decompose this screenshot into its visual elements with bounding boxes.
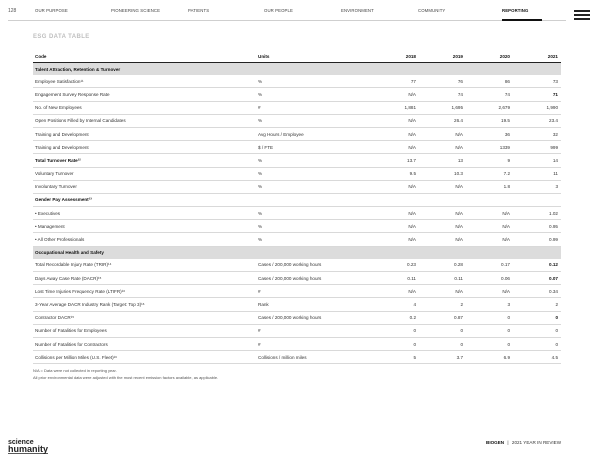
value-cell: 2 bbox=[419, 298, 466, 311]
science-humanity-logo bbox=[8, 436, 68, 456]
table-row bbox=[33, 311, 561, 324]
row-label: Training and Development bbox=[33, 127, 256, 140]
value-cell: 9.5 bbox=[371, 167, 419, 180]
row-unit: % bbox=[256, 233, 371, 246]
logo-text-humanity: humanity bbox=[8, 444, 49, 454]
nav-pioneering-science[interactable]: PIONEERING SCIENCE bbox=[111, 8, 161, 13]
row-label: Training and Development bbox=[33, 141, 256, 154]
value-cell: 13 bbox=[419, 154, 466, 167]
value-cell: N/A bbox=[371, 141, 419, 154]
header-2020: 2020 bbox=[466, 50, 513, 63]
section-label: Talent Attraction, Retention & Turnover bbox=[33, 63, 561, 76]
esg-data-table bbox=[33, 50, 561, 364]
table-row bbox=[33, 259, 561, 272]
row-unit: # bbox=[256, 101, 371, 114]
table-row bbox=[33, 233, 561, 246]
table-row bbox=[33, 298, 561, 311]
value-cell: N/A bbox=[419, 285, 466, 298]
row-label: Open Positions Filled by Internal Candidates bbox=[33, 114, 256, 127]
value-cell: N/A bbox=[466, 207, 513, 220]
table-row bbox=[33, 324, 561, 337]
value-cell: 11 bbox=[513, 167, 561, 180]
row-label: • Executives bbox=[33, 207, 256, 220]
value-cell: N/A bbox=[371, 180, 419, 193]
table-row bbox=[33, 220, 561, 233]
row-label: Total Recordable Injury Rate (TRIR)¹⁴ bbox=[33, 259, 256, 272]
value-cell: 0 bbox=[513, 337, 561, 350]
value-cell: 32 bbox=[513, 127, 561, 140]
row-unit: Collisions / million miles bbox=[256, 351, 371, 364]
value-cell: 0.06 bbox=[466, 272, 513, 285]
table-row bbox=[33, 285, 561, 298]
table-row bbox=[33, 272, 561, 285]
value-cell: 2 bbox=[513, 298, 561, 311]
value-cell: 73 bbox=[513, 75, 561, 88]
value-cell: 1,881 bbox=[371, 101, 419, 114]
value-cell: 1.8 bbox=[466, 180, 513, 193]
value-cell: 76 bbox=[419, 75, 466, 88]
nav-patients[interactable]: PATIENTS bbox=[188, 8, 210, 13]
row-label: Total Turnover Rate¹² bbox=[33, 154, 256, 167]
row-label: Involuntary Turnover bbox=[33, 180, 256, 193]
nav-reporting[interactable]: REPORTING bbox=[502, 8, 529, 13]
row-unit: # bbox=[256, 285, 371, 298]
row-unit: Cases / 200,000 working hours bbox=[256, 259, 371, 272]
value-cell: 9 bbox=[466, 154, 513, 167]
table-row bbox=[33, 351, 561, 364]
value-cell: 0 bbox=[419, 324, 466, 337]
value-cell: 4.5 bbox=[513, 351, 561, 364]
value-cell: N/A bbox=[371, 233, 419, 246]
table-row bbox=[33, 337, 561, 350]
value-cell: 4 bbox=[371, 298, 419, 311]
value-cell: N/A bbox=[466, 220, 513, 233]
row-label: 3-Year Average DACR Industry Rank (Target: Top 3)¹⁶ bbox=[33, 298, 256, 311]
value-cell: 23.4 bbox=[513, 114, 561, 127]
value-cell: 0 bbox=[371, 337, 419, 350]
value-cell: N/A bbox=[419, 141, 466, 154]
value-cell: 36 bbox=[466, 127, 513, 140]
row-unit: Cases / 200,000 working hours bbox=[256, 311, 371, 324]
row-unit: % bbox=[256, 207, 371, 220]
footnotes bbox=[33, 368, 218, 381]
value-cell: 0 bbox=[371, 324, 419, 337]
row-unit: Rank bbox=[256, 298, 371, 311]
value-cell: 13.7 bbox=[371, 154, 419, 167]
row-label: Employee Satisfaction¹¹ bbox=[33, 75, 256, 88]
row-label: Days Away Case Rate (DACR)¹⁵ bbox=[33, 272, 256, 285]
row-unit: Cases / 200,000 working hours bbox=[256, 272, 371, 285]
value-cell: 0.12 bbox=[513, 259, 561, 272]
value-cell: 0.11 bbox=[419, 272, 466, 285]
value-cell: 0.23 bbox=[371, 259, 419, 272]
value-cell: 0.11 bbox=[371, 272, 419, 285]
table-row bbox=[33, 127, 561, 140]
logo-text-science: science bbox=[8, 439, 34, 446]
nav-active-indicator bbox=[502, 19, 542, 21]
row-unit: % bbox=[256, 88, 371, 101]
value-cell: 1.02 bbox=[513, 207, 561, 220]
value-cell: 3 bbox=[513, 180, 561, 193]
row-unit: % bbox=[256, 154, 371, 167]
value-cell: 3 bbox=[466, 298, 513, 311]
table-row bbox=[33, 114, 561, 127]
row-unit: $ / FTE bbox=[256, 141, 371, 154]
value-cell: N/A bbox=[371, 285, 419, 298]
header-2019: 2019 bbox=[419, 50, 466, 63]
value-cell: 3.7 bbox=[419, 351, 466, 364]
table-row bbox=[33, 75, 561, 88]
value-cell: 2,679 bbox=[466, 101, 513, 114]
value-cell: 0.34 bbox=[513, 285, 561, 298]
row-unit: % bbox=[256, 220, 371, 233]
table-subhead-row bbox=[33, 193, 561, 206]
value-cell: N/A bbox=[419, 127, 466, 140]
value-cell: 71 bbox=[513, 88, 561, 101]
table-row bbox=[33, 154, 561, 167]
row-unit: % bbox=[256, 167, 371, 180]
table-row bbox=[33, 207, 561, 220]
value-cell: N/A bbox=[419, 207, 466, 220]
header-units: Units bbox=[256, 50, 371, 63]
row-label: Voluntary Turnover bbox=[33, 167, 256, 180]
value-cell: 19.5 bbox=[466, 114, 513, 127]
row-label: No. of New Employees bbox=[33, 101, 256, 114]
value-cell: 0 bbox=[513, 311, 561, 324]
footnote: N/A = Data were not collected in reporting year. bbox=[33, 368, 117, 373]
header-code: Code bbox=[33, 50, 256, 63]
value-cell: 0.28 bbox=[419, 259, 466, 272]
row-label: Lost Time Injuries Frequency Rate (LTIFR)¹⁶ bbox=[33, 285, 256, 298]
row-label: Engagement Survey Response Rate bbox=[33, 88, 256, 101]
value-cell: 74 bbox=[466, 88, 513, 101]
table-section-row bbox=[33, 63, 561, 76]
table-row bbox=[33, 101, 561, 114]
section-label: Occupational Health and Safety bbox=[33, 246, 561, 259]
header-2018: 2018 bbox=[371, 50, 419, 63]
nav-our-purpose[interactable]: OUR PURPOSE bbox=[35, 8, 68, 13]
row-label: • Management bbox=[33, 220, 256, 233]
value-cell: N/A bbox=[371, 220, 419, 233]
value-cell: N/A bbox=[371, 207, 419, 220]
value-cell: 999 bbox=[513, 141, 561, 154]
nav-divider bbox=[8, 20, 566, 21]
value-cell: 0 bbox=[466, 311, 513, 324]
table-header-row bbox=[33, 50, 561, 63]
row-label: • All Other Professionals bbox=[33, 233, 256, 246]
value-cell: 1,695 bbox=[419, 101, 466, 114]
nav-environment[interactable]: ENVIRONMENT bbox=[341, 8, 374, 13]
value-cell: 0.17 bbox=[466, 259, 513, 272]
value-cell: 26.4 bbox=[419, 114, 466, 127]
value-cell: 0.87 bbox=[419, 311, 466, 324]
row-unit: # bbox=[256, 337, 371, 350]
nav-our-people[interactable]: OUR PEOPLE bbox=[264, 8, 293, 13]
row-label: Contractor DACR¹⁵ bbox=[33, 311, 256, 324]
row-label: Number of Fatalities for Employees bbox=[33, 324, 256, 337]
table-section-row bbox=[33, 246, 561, 259]
footnote: All prior environmental data were adjusted with the most recent emission factors available, as applicable. bbox=[33, 374, 219, 380]
table-row bbox=[33, 141, 561, 154]
section-title: ESG DATA TABLE bbox=[33, 34, 90, 40]
footer-label: BIOGEN | 2021 YEAR IN REVIEW bbox=[486, 440, 562, 445]
row-label: Number of Fatalities for Contractors bbox=[33, 337, 256, 350]
table-row bbox=[33, 180, 561, 193]
row-unit: % bbox=[256, 180, 371, 193]
value-cell: N/A bbox=[371, 114, 419, 127]
value-cell: 1339 bbox=[466, 141, 513, 154]
row-label: Collisions per Million Miles (U.S. Fleet)¹⁶ bbox=[33, 351, 256, 364]
value-cell: 74 bbox=[419, 88, 466, 101]
header-2021: 2021 bbox=[513, 50, 561, 63]
value-cell: 6.9 bbox=[466, 351, 513, 364]
footer-brand: BIOGEN bbox=[486, 440, 505, 445]
value-cell: N/A bbox=[419, 233, 466, 246]
value-cell: 14 bbox=[513, 154, 561, 167]
value-cell: N/A bbox=[371, 127, 419, 140]
subhead-label: Gender Pay Assessment¹³ bbox=[33, 193, 561, 206]
footer-doc-title: 2021 YEAR IN REVIEW bbox=[511, 440, 562, 445]
row-unit: # bbox=[256, 324, 371, 337]
value-cell: 0 bbox=[466, 337, 513, 350]
value-cell: 5 bbox=[371, 351, 419, 364]
value-cell: 77 bbox=[371, 75, 419, 88]
row-unit: Avg Hours / Employee bbox=[256, 127, 371, 140]
value-cell: 86 bbox=[466, 75, 513, 88]
value-cell: 0.95 bbox=[513, 220, 561, 233]
value-cell: N/A bbox=[466, 285, 513, 298]
value-cell: 1,990 bbox=[513, 101, 561, 114]
value-cell: N/A bbox=[419, 180, 466, 193]
value-cell: 0.07 bbox=[513, 272, 561, 285]
row-unit: % bbox=[256, 114, 371, 127]
value-cell: 0.2 bbox=[371, 311, 419, 324]
value-cell: N/A bbox=[466, 233, 513, 246]
value-cell: N/A bbox=[419, 220, 466, 233]
table-row bbox=[33, 167, 561, 180]
value-cell: 7.2 bbox=[466, 167, 513, 180]
table-row bbox=[33, 88, 561, 101]
menu-icon[interactable] bbox=[574, 10, 590, 20]
row-unit: % bbox=[256, 75, 371, 88]
value-cell: 0.99 bbox=[513, 233, 561, 246]
value-cell: N/A bbox=[371, 88, 419, 101]
page-number: 128 bbox=[8, 8, 17, 14]
value-cell: 0 bbox=[513, 324, 561, 337]
value-cell: 0 bbox=[466, 324, 513, 337]
value-cell: 10.3 bbox=[419, 167, 466, 180]
nav-community[interactable]: COMMUNITY bbox=[418, 8, 446, 13]
value-cell: 0 bbox=[419, 337, 466, 350]
